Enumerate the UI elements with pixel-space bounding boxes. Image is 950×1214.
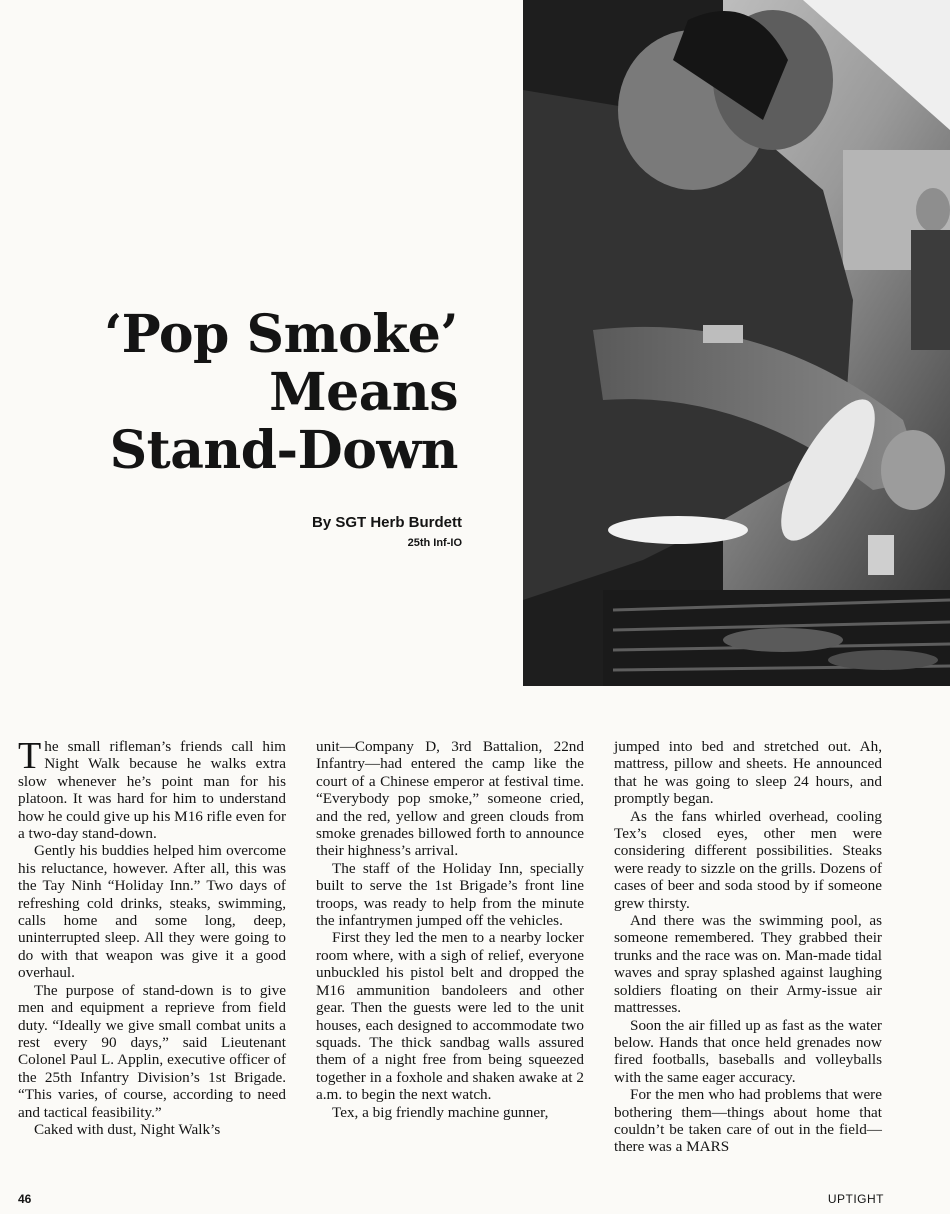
body-column-2 — [316, 738, 584, 1121]
article-photo — [523, 0, 950, 686]
title-line-1: ‘Pop Smoke’ — [104, 304, 458, 365]
paragraph: The purpose of stand-down is to give men and equipment a reprieve from field duty. “Ideally we give small combat units a rest every 90 days,” said Lieutenant Colonel Paul L. Applin, executive officer of the 25th Infantry Division’s 1st Brigade. “This varies, of course, according to need and tactical feasibility.” — [18, 981, 286, 1121]
byline-author: By SGT Herb Burdett — [311, 514, 462, 531]
body-column-1 — [18, 735, 286, 1138]
drop-cap: T — [18, 735, 42, 777]
article-title — [104, 306, 458, 480]
title-line-3: Stand-Down — [109, 420, 458, 481]
body-column-3 — [614, 738, 882, 1156]
title-line-2: Means — [269, 362, 458, 423]
byline — [312, 514, 462, 549]
paragraph: For the men who had problems that were bothering them—things about home that couldn’t be taken care of out in the field—there was a MARS — [614, 1086, 882, 1156]
paragraph: unit—Company D, 3rd Battalion, 22nd Infantry—had entered the camp like the court of a Chinese emperor at festival time. “Everybody pop smoke,” someone cried, and the red, yellow and green clouds from smoke grenades billowed forth to announce their highness’s arrival. — [316, 738, 584, 860]
page-number: 46 — [18, 1192, 32, 1206]
photo-soldiers-grill-icon — [523, 0, 950, 686]
paragraph: Gently his buddies helped him overcome his reluctance, however. After all, this was the Tay Ninh “Holiday Inn.” Two days of refreshing cold drinks, steaks, swimming, calls home and some long, deep, uninterrupted sleep. All they were going to do with that weapon was give it a good overhaul. — [18, 842, 286, 982]
paragraph: Tex, a big friendly machine gunner, — [332, 1103, 549, 1121]
paragraph: jumped into bed and stretched out. Ah, mattress, pillow and sheets. He announced that he was going to sleep 24 hours, and promptly began. — [614, 738, 882, 808]
magazine-name: UPTIGHT — [827, 1192, 884, 1206]
paragraph: The small rifleman’s friends call him Night Walk because he walks extra slow whenever he’s point man for his platoon. It was hard for him to understand how he could give up his M16 rifle even for a two-day stand-down. — [18, 735, 286, 843]
paragraph: The staff of the Holiday Inn, specially built to serve the 1st Brigade’s front line troops, was ready to help from the minute the infantrymen jumped off the vehicles. — [316, 859, 584, 930]
paragraph: As the fans whirled overhead, cooling Tex’s closed eyes, other men were considering different possibilities. Steaks were ready to sizzle on the grills. Dozens of cases of beer and soda stood by if someone grew thirsty. — [614, 807, 882, 912]
paragraph: Caked with dust, Night Walk’s — [34, 1120, 221, 1138]
paragraph: And there was the swimming pool, as someone remembered. They grabbed their trunks and the race was on. Man-made tidal waves and spray splashed against laughing soldiers floating on their Army-issue air mattresses. — [614, 912, 882, 1017]
byline-unit: 25th Inf-IO — [407, 537, 462, 549]
paragraph: Soon the air filled up as fast as the water below. Hands that once held grenades now fired footballs, baseballs and volleyballs with the same eager accuracy. — [614, 1016, 882, 1086]
paragraph: First they led the men to a nearby locker room where, with a sigh of relief, everyone unbuckled his pistol belt and dropped the M16 ammunition bandoleers and other gear. Then the guests were led to the unit houses, each designed to accommodate two squads. The thick sandbag walls assured them of a night free from being squeezed together in a foxhole and shaken awake at 2 a.m. to begin the next watch. — [316, 929, 584, 1104]
